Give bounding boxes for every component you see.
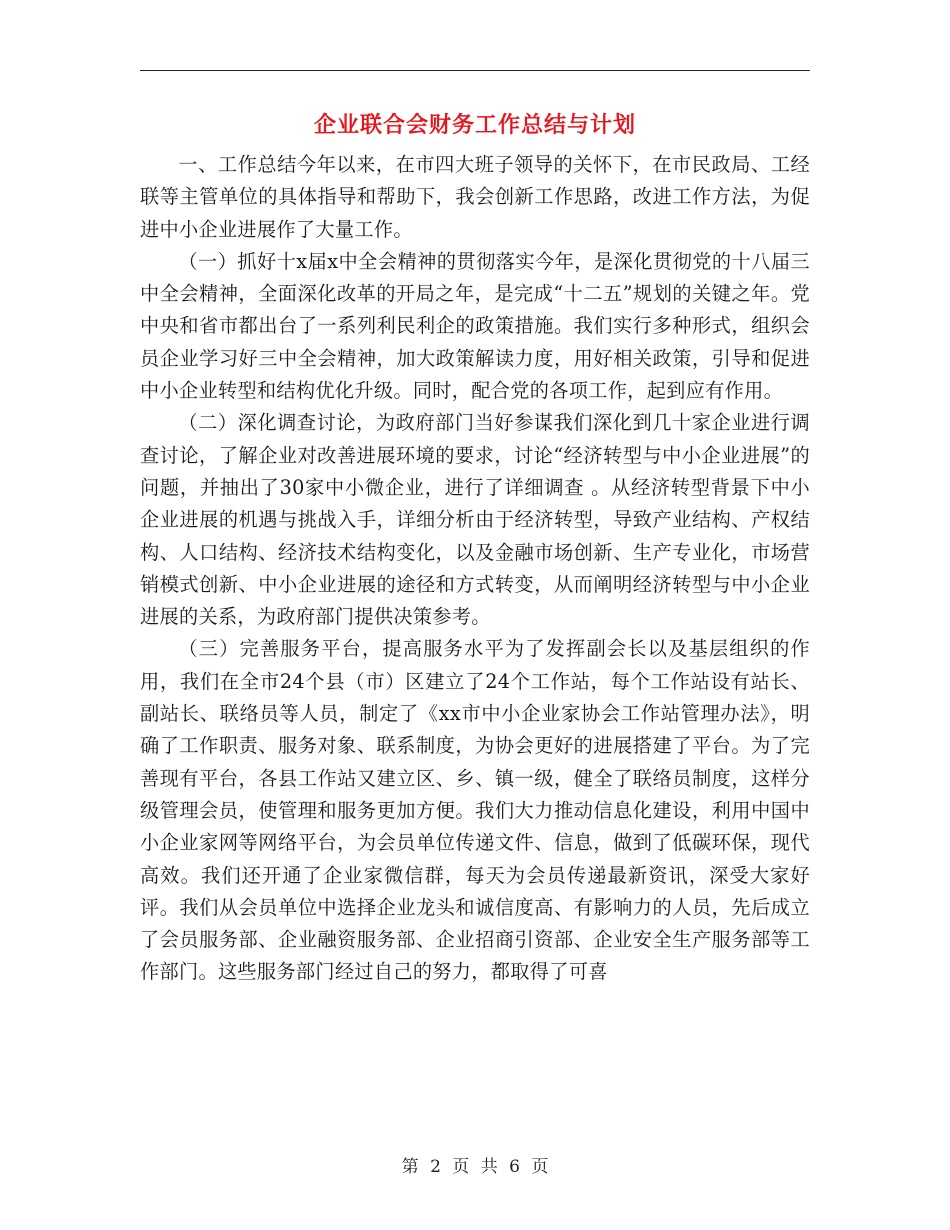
paragraph-section-1: （一）抓好十x届x中全会精神的贯彻落实今年，是深化贯彻党的十八届三中全会精神，全面深化改革的开局之年，是完成“十二五”规划的关键之年。党中央和省市都出台了一系列利民利企的政策措施。我们实行多种形式，组织会员企业学习好三中全会精神，加大政策解读力度，用好相关政策，引导和促进中小企业转型和结构优化升级。同时，配合党的各项工作，起到应有作用。 — [140, 249, 810, 403]
document-title: 企业联合会财务工作总结与计划 — [313, 112, 636, 138]
paragraph-section-3: （三）完善服务平台，提高服务水平为了发挥副会长以及基层组织的作用，我们在全市24个县（市）区建立了24个工作站，每个工作站设有站长、副站长、联络员等人员，制定了《xx市中小企业家协会工作站管理办法》，明确了工作职责、服务对象、联系制度，为协会更好的进展搭建了平台。为了完善现有平台，各县工作站又建立区、乡、镇一级，健全了联络员制度，这样分级管理会员，使管理和服务更加方便。我们大力推动信息化建设，利用中国中小企业家网等网络平台，为会员单位传递文件、信息，做到了低碳环保，现代高效。我们还开通了企业家微信群，每天为会员传递最新资讯，深受大家好评。我们从会员单位中选择企业龙头和诚信度高、有影响力的人员，先后成立了会员服务部、企业融资服务部、企业招商引资部、企业安全生产服务部等工作部门。这些服务部门经过自己的努力，都取得了可喜 — [140, 637, 810, 984]
header-rule — [140, 70, 810, 71]
document-body — [140, 149, 810, 989]
paragraph-intro: 一、工作总结今年以来，在市四大班子领导的关怀下，在市民政局、工经联等主管单位的具体指导和帮助下，我会创新工作思路，改进工作方法，为促进中小企业进展作了大量工作。 — [140, 153, 810, 241]
page-number: 第 2 页 共 6 页 — [401, 1157, 549, 1177]
paragraph-section-2: （二）深化调查讨论，为政府部门当好参谋我们深化到几十家企业进行调查讨论，了解企业对改善进展环境的要求，讨论“经济转型与中小企业进展”的问题，并抽出了30家中小微企业，进行了详细调查 。从经济转型背景下中小企业进展的机遇与挑战入手，详细分析由于经济转型，导致产业结构、产权结构、人口结构、经济技术结构变化，以及金融市场创新、生产专业化，市场营销模式创新、中小企业进展的途径和方式转变，从而阐明经济转型与中小企业进展的关系，为政府部门提供决策参考。 — [140, 411, 810, 629]
